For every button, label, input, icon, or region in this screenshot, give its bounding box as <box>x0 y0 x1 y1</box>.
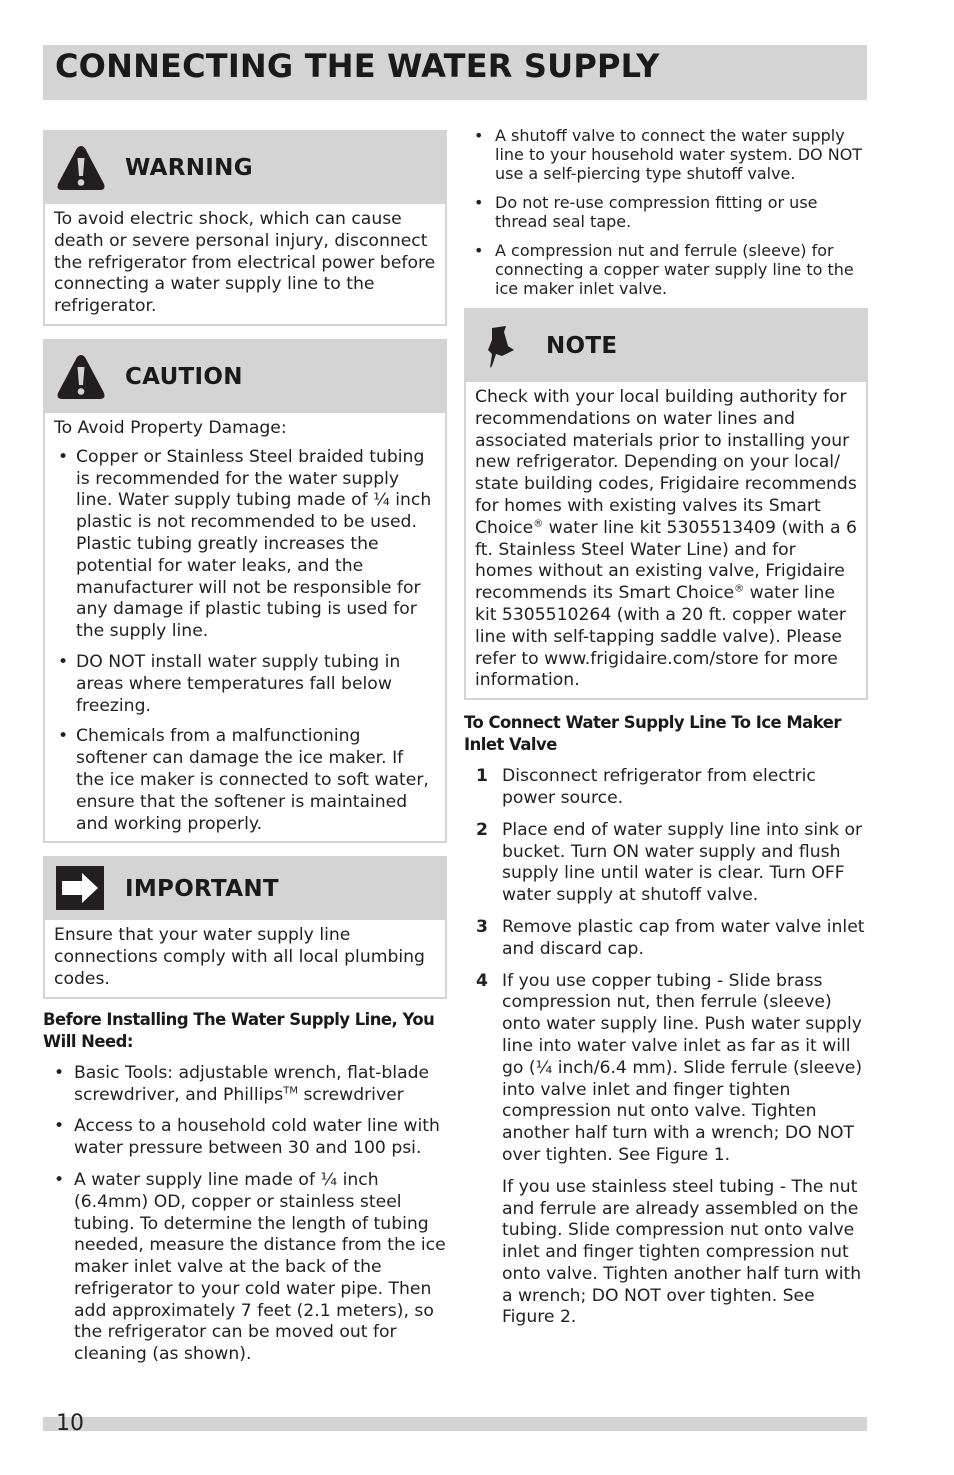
note-label: NOTE <box>546 333 618 359</box>
step-text: If you use copper tubing - Slide brass compression nut, then ferrule (sleeve) onto water supply line. Push water supply line into water valve inlet as far as it will go (¼ inch/6.4 mm). Slide ferrule (sleeve) into valve inlet and finger tighten compression nut onto valve. Tighten another half turn with a wrench; DO NOT over tighten. See Figure 1. <box>502 970 863 1165</box>
caution-label: CAUTION <box>125 363 243 390</box>
trademark-mark: TM <box>283 1084 298 1096</box>
important-label: IMPORTANT <box>125 876 279 903</box>
note-text <box>475 387 857 692</box>
list-item: • Access to a household cold water line with water pressure between 30 and 100 psi. <box>43 1116 447 1160</box>
footer-bar <box>43 1417 867 1431</box>
note-text-part: water line kit 5305510264 (with a 20 ft. copper water line with self-tapping saddle valve). Please refer to www.frigidaire.com/store for more information. <box>475 583 846 691</box>
warning-body <box>45 204 445 324</box>
list-item: • A compression nut and ferrule (sleeve) for connecting a copper water supply line to the ice maker inlet valve. <box>464 241 868 298</box>
registered-mark: ® <box>734 583 745 595</box>
warning-triangle-icon <box>56 353 106 401</box>
important-body <box>45 920 445 996</box>
before-section <box>43 1009 447 1366</box>
pushpin-icon <box>484 324 524 372</box>
warning-text: To avoid electric shock, which can cause death or severe personal injury, disconnect the refrigerator from electrical power before connecting a water supply line to the refrigerator. <box>54 209 436 317</box>
step-number: 3 <box>476 916 488 937</box>
title-bar <box>43 45 867 100</box>
warning-label: WARNING <box>125 155 253 181</box>
step-item <box>464 820 868 907</box>
important-box <box>43 856 447 998</box>
caution-intro: To Avoid Property Damage: <box>54 417 287 438</box>
connect-section <box>464 712 868 1329</box>
caution-header <box>45 341 445 413</box>
arrow-right-icon <box>56 866 104 910</box>
note-text-part: Check with your local building authority for recommendations on water lines and associated materials prior to installing your new refrigerator. Depending on your local/ state building codes, Frigidaire recommends for homes with existing valves its Smart Choice <box>475 387 857 538</box>
step-text: If you use stainless steel tubing - The nut and ferrule are already assembled on the tubing. Slide compression nut onto valve inlet and finger tighten compression nut onto valve. Tighten another half turn with a wrench; DO NOT over tighten. See Figure 2. <box>502 1176 862 1328</box>
needs-continued <box>464 126 868 298</box>
registered-mark: ® <box>533 518 544 530</box>
important-text: Ensure that your water supply line connections comply with all local plumbing codes. <box>54 925 425 989</box>
connect-heading: To Connect Water Supply Line To Ice Maker Inlet Valve <box>464 713 841 755</box>
warning-triangle-icon <box>56 144 106 192</box>
item-text: screwdriver <box>298 1084 404 1105</box>
note-header <box>466 310 866 382</box>
connect-steps <box>464 766 868 1329</box>
list-item: • DO NOT install water supply tubing in areas where temperatures fall below freezing. <box>54 652 436 717</box>
list-item: • Copper or Stainless Steel braided tubing is recommended for the water supply line. Water supply tubing made of ¼ inch plastic is not recommended to be used. Plastic tubing greatly increases the potential for water leaks, and the manufacturer will not be responsible for any damage if plastic tubing is used for the supply line. <box>54 447 436 643</box>
list-item: • Chemicals from a malfunctioning softener can damage the ice maker. If the ice maker is connected to soft water, ensure that the softener is maintained and working properly. <box>54 726 436 835</box>
caution-box <box>43 339 447 843</box>
list-item: • A shutoff valve to connect the water supply line to your household water system. DO NOT use a self-piercing type shutoff valve. <box>464 126 868 183</box>
note-box <box>464 308 868 700</box>
before-list <box>43 1063 447 1366</box>
before-heading: Before Installing The Water Supply Line, You Will Need: <box>43 1009 435 1051</box>
note-text-part: water line kit 5305513409 (with a 6 ft. Stainless Steel Water Line) and for homes without an existing valve, Frigidaire recommends its Smart Choice <box>475 517 857 604</box>
right-column <box>464 126 868 1339</box>
step-item <box>464 917 868 961</box>
caution-body <box>45 413 445 841</box>
warning-header <box>45 132 445 204</box>
warning-box <box>43 130 447 326</box>
step-number: 1 <box>476 766 488 787</box>
caution-list <box>54 447 436 836</box>
page-number: 10 <box>56 1411 84 1436</box>
step-item <box>464 766 868 810</box>
needs-list <box>464 126 868 298</box>
left-column <box>43 130 447 1376</box>
step-text: Place end of water supply line into sink or bucket. Turn ON water supply and flush supply line until water is clear. Turn OFF water supply at shutoff valve. <box>502 819 863 906</box>
step-text: Remove plastic cap from water valve inlet and discard cap. <box>502 916 865 959</box>
page-title: CONNECTING THE WATER SUPPLY <box>55 47 660 85</box>
step-text: Disconnect refrigerator from electric power source. <box>502 766 816 808</box>
important-header <box>45 858 445 920</box>
list-item <box>43 1063 447 1107</box>
note-body <box>466 382 866 698</box>
item-text: Basic Tools: adjustable wrench, flat-blade screwdriver, and Phillips <box>74 1062 430 1105</box>
step-item <box>464 971 868 1330</box>
list-item: • Do not re-use compression fitting or use thread seal tape. <box>464 193 868 231</box>
step-number: 4 <box>476 970 488 991</box>
list-item: • A water supply line made of ¼ inch (6.4mm) OD, copper or stainless steel tubing. To determine the length of tubing needed, measure the distance from the ice maker inlet valve at the back of the refrigerator to your cold water pipe. Then add approximately 7 feet (2.1 meters), so the refrigerator can be moved out for cleaning (as shown). <box>43 1170 447 1366</box>
step-number: 2 <box>476 819 488 840</box>
